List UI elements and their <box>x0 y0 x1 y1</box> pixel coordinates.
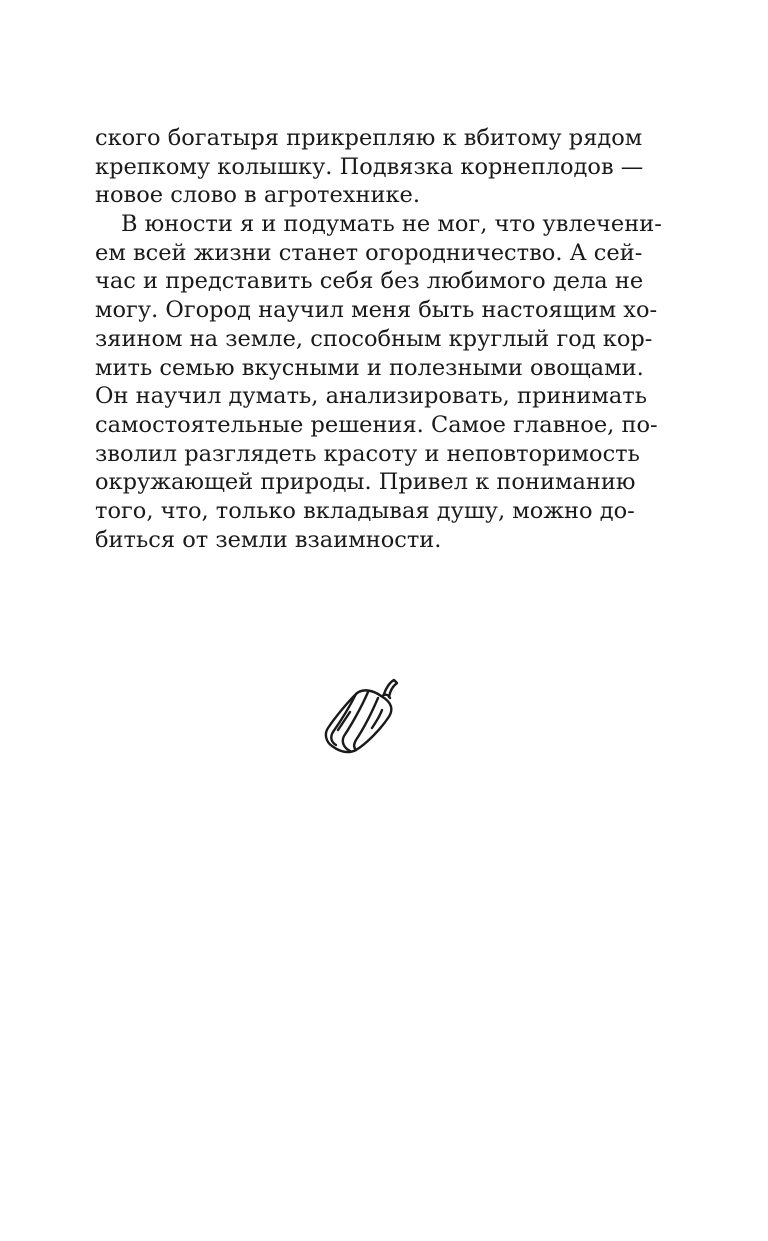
paragraph-1 <box>95 124 644 210</box>
paragraph-2 <box>95 210 662 554</box>
body-text <box>95 124 662 554</box>
text-line: биться от земли взаимности. <box>95 526 442 553</box>
text-line: окружающей природы. Привел к пониманию <box>95 469 636 496</box>
text-line: могу. Огород научил меня быть настоящим хо- <box>95 297 658 324</box>
text-line: час и представить себя без любимого дела не <box>95 268 644 295</box>
text-line: мить семью вкусными и полезными овощами. <box>95 354 644 381</box>
bell-pepper-icon <box>318 672 408 762</box>
text-line: крепкому колышку. Подвязка корнеплодов — <box>95 153 644 180</box>
text-line: зяином на земле, способным круглый год кор- <box>95 325 653 352</box>
text-line: того, что, только вкладывая душу, можно до- <box>95 497 635 524</box>
text-line: В юности я и подумать не мог, что увлечени- <box>121 211 662 238</box>
text-line: самостоятельные решения. Самое главное, по- <box>95 411 658 438</box>
text-line: Он научил думать, анализировать, принимать <box>95 383 647 410</box>
text-line: зволил разглядеть красоту и неповторимость <box>95 440 640 467</box>
text-line: ского богатыря прикрепляю к вбитому рядом <box>95 125 643 151</box>
text-line: новое слово в агротехнике. <box>95 182 420 209</box>
text-line: ем всей жизни станет огородничество. А сей- <box>95 239 643 266</box>
